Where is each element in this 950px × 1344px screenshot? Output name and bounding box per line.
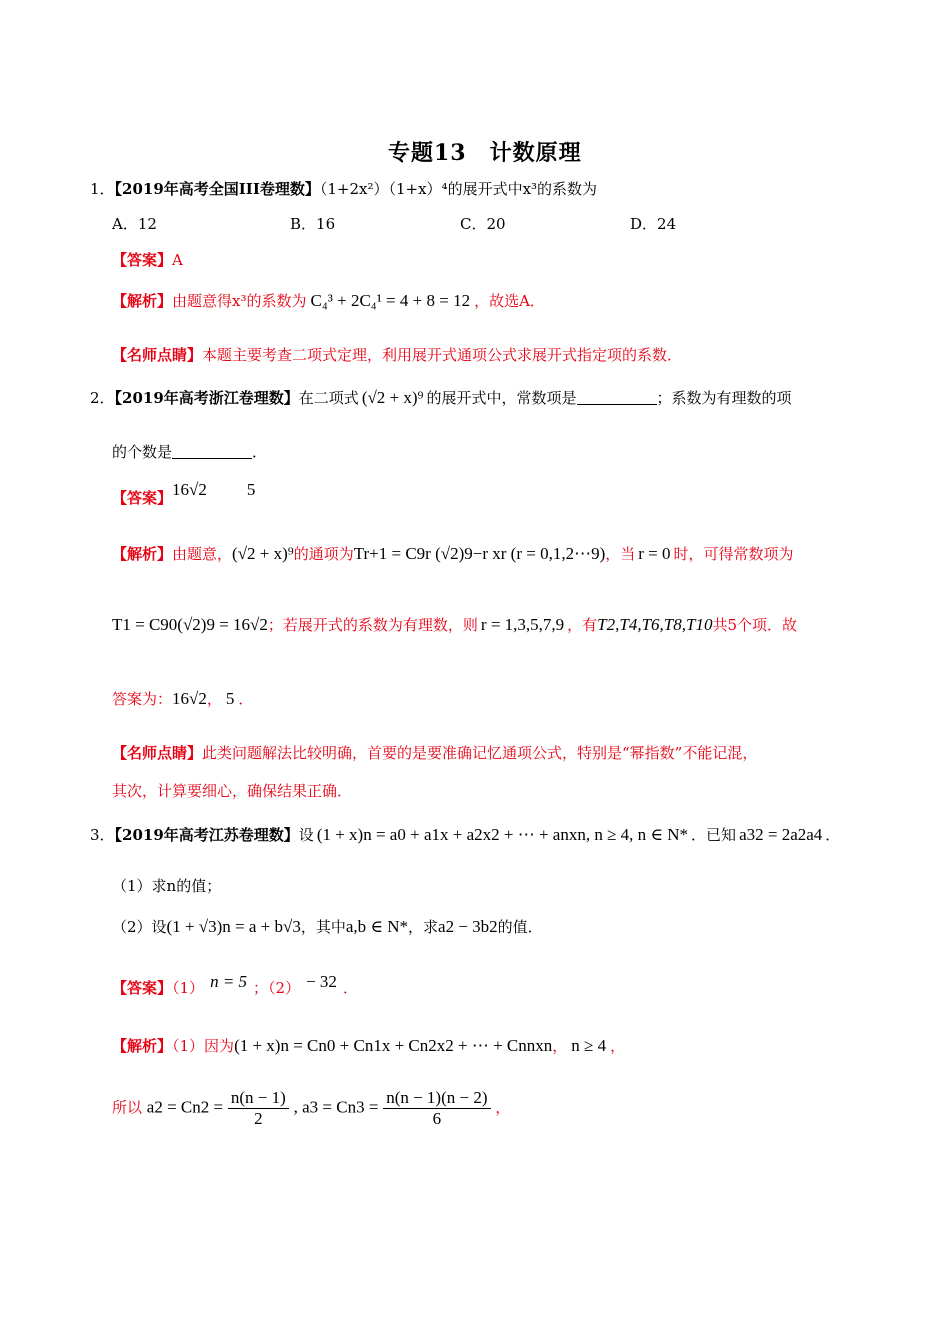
question-stem-2: 的展开式中，常数项是 — [426, 389, 577, 407]
answer-blank — [172, 444, 252, 459]
formula: a32 = 2a2a4 — [739, 825, 823, 844]
formula: T1 = C90(√2)9 = 16√2 — [112, 615, 268, 634]
formula: n = 5 — [210, 972, 248, 991]
tip-1 — [112, 344, 682, 365]
question-3 — [90, 824, 840, 845]
fraction — [383, 1088, 490, 1129]
tip-2 — [112, 742, 757, 763]
question-stem-end: ． — [252, 443, 268, 461]
analysis-text-end: ， — [495, 1098, 511, 1117]
tip-text: 此类问题解法比较明确，首要的是要准确记忆通项公式，特别是“幂指数”不能记混， — [202, 744, 758, 762]
formula: T2,T4,T6,T8,T10 — [597, 615, 713, 634]
fraction-numerator: n(n − 1)(n − 2) — [383, 1088, 490, 1109]
formula: 5 — [225, 689, 235, 708]
fraction-numerator: n(n − 1) — [228, 1088, 289, 1109]
formula: (1 + √3)n = a + b√3 — [166, 917, 301, 936]
answer-3 — [112, 972, 358, 998]
sub-question-2 — [112, 916, 543, 937]
question-source: 【2019年高考浙江卷理数】 — [114, 389, 299, 407]
question-stem-2: ．已知 — [691, 826, 737, 844]
formula: n ≥ 4 — [571, 1036, 607, 1055]
sub-question-text-3: ，求 — [408, 918, 439, 936]
analysis-text-2: 的通项为 — [293, 545, 354, 563]
question-number: 2． — [90, 389, 115, 407]
answer-text: （1） — [172, 979, 205, 997]
answer-2 — [112, 480, 255, 508]
analysis-text: 由题意， — [172, 545, 233, 563]
analysis-label: 【解析】 — [112, 545, 173, 563]
formula: r = 1,3,5,7,9 — [480, 615, 565, 634]
formula: (1 + x)n = Cn0 + Cn1x + Cn2x2 + ⋯ + Cnnxn — [234, 1036, 553, 1055]
analysis-text: 所以 — [112, 1098, 143, 1117]
answer-label: 【答案】 — [112, 979, 173, 997]
analysis-2-line3 — [112, 688, 253, 709]
question-stem-end: ． — [825, 826, 841, 844]
formula: C₄³ + 2C₄¹ = 4 + 8 = 12 — [310, 291, 471, 310]
question-2-line2 — [112, 441, 267, 462]
question-stem: 在二项式 — [298, 389, 359, 407]
answer-label: 【答案】 — [112, 251, 173, 269]
question-source: 【2019年高考全国III卷理数】 — [114, 180, 320, 198]
question-number: 1． — [90, 180, 115, 198]
analysis-text-3: ， — [610, 1037, 626, 1055]
question-stem: 设 — [298, 826, 314, 844]
formula: r = 0 — [638, 544, 671, 563]
sub-question-text-4: 的值． — [497, 918, 543, 936]
analysis-3-line2 — [112, 1088, 510, 1129]
question-1 — [90, 178, 597, 199]
question-2 — [90, 387, 792, 408]
formula: a2 = Cn2 = — [146, 1097, 224, 1117]
formula: a,b ∈ N* — [345, 917, 409, 936]
answer-1 — [112, 249, 183, 270]
analysis-text-3: ． — [238, 690, 254, 708]
answer-text-2: ；（2） — [253, 979, 301, 997]
tip-label: 【名师点睛】 — [112, 744, 203, 762]
analysis-label: 【解析】 — [112, 292, 173, 310]
analysis-text-3: 共5个项．故 — [712, 616, 797, 634]
analysis-text-2: ，有 — [567, 616, 598, 634]
analysis-text: ；若展开式的系数为有理数，则 — [267, 616, 478, 634]
analysis-text: 答案为： — [112, 690, 173, 708]
answer-text-end: ． — [342, 979, 358, 997]
formula: (1 + x)n = a0 + a1x + a2x2 + ⋯ + anxn, n ≥ 4, n ∈ N* — [316, 825, 689, 844]
formula: (√2 + x)⁹ — [361, 388, 424, 407]
sub-question-1: （1）求n的值； — [112, 877, 222, 895]
question-source: 【2019年高考江苏卷理数】 — [114, 826, 299, 844]
analysis-text-2: ， — [206, 690, 222, 708]
question-stem-tail: x³的系数为 — [522, 180, 598, 198]
option-c: C．20 — [460, 215, 506, 233]
analysis-2 — [112, 543, 794, 564]
analysis-text-2: ， — [552, 1037, 568, 1055]
formula: − 32 — [306, 972, 337, 991]
question-stem: （1+2x²）（1+x）⁴的展开式中 — [319, 180, 523, 198]
formula: 16√2 — [172, 689, 207, 708]
analysis-text-4: 时，可得常数项为 — [673, 545, 794, 563]
fraction-denominator: 6 — [432, 1109, 442, 1128]
answer-blank — [577, 390, 657, 405]
analysis-text-end: ，故选A． — [474, 292, 545, 310]
analysis-2-line2 — [112, 614, 797, 635]
analysis-1 — [112, 290, 545, 311]
question-number: 3． — [90, 826, 115, 844]
option-b: B．16 — [290, 215, 336, 233]
question-stem-4: 的个数是 — [112, 443, 173, 461]
page-title: 专题13 计数原理 — [388, 140, 582, 166]
analysis-text: （1）因为 — [172, 1037, 235, 1055]
analysis-label: 【解析】 — [112, 1037, 173, 1055]
analysis-3 — [112, 1035, 625, 1056]
formula: (√2 + x)⁹ — [232, 544, 294, 563]
formula: a2 − 3b2 — [438, 917, 498, 936]
answer-label: 【答案】 — [112, 489, 173, 507]
analysis-text-3: ，当 — [605, 545, 636, 563]
fraction-denominator: 2 — [254, 1109, 263, 1128]
analysis-text: 由题意得x³的系数为 — [172, 292, 307, 310]
question-stem-3: ；系数为有理数的项 — [656, 389, 792, 407]
tip-text: 本题主要考查二项式定理，利用展开式通项公式求展开式指定项的系数． — [202, 346, 683, 364]
formula: , a3 = Cn3 = — [293, 1097, 379, 1117]
sub-question-text-2: ，其中 — [300, 918, 346, 936]
answer-value-1: 16√2 — [172, 480, 207, 499]
sub-question-text: （2）设 — [112, 918, 167, 936]
answer-value-2: 5 — [246, 480, 256, 499]
option-a: A．12 — [112, 215, 157, 233]
answer-value: A — [172, 251, 183, 269]
fraction — [228, 1088, 289, 1129]
option-d: D．24 — [630, 215, 677, 233]
formula: Tr+1 = C9r (√2)9−r xr (r = 0,1,2⋯9) — [353, 544, 606, 563]
tip-2-line2: 其次，计算要细心，确保结果正确． — [112, 782, 353, 800]
tip-label: 【名师点睛】 — [112, 346, 203, 364]
